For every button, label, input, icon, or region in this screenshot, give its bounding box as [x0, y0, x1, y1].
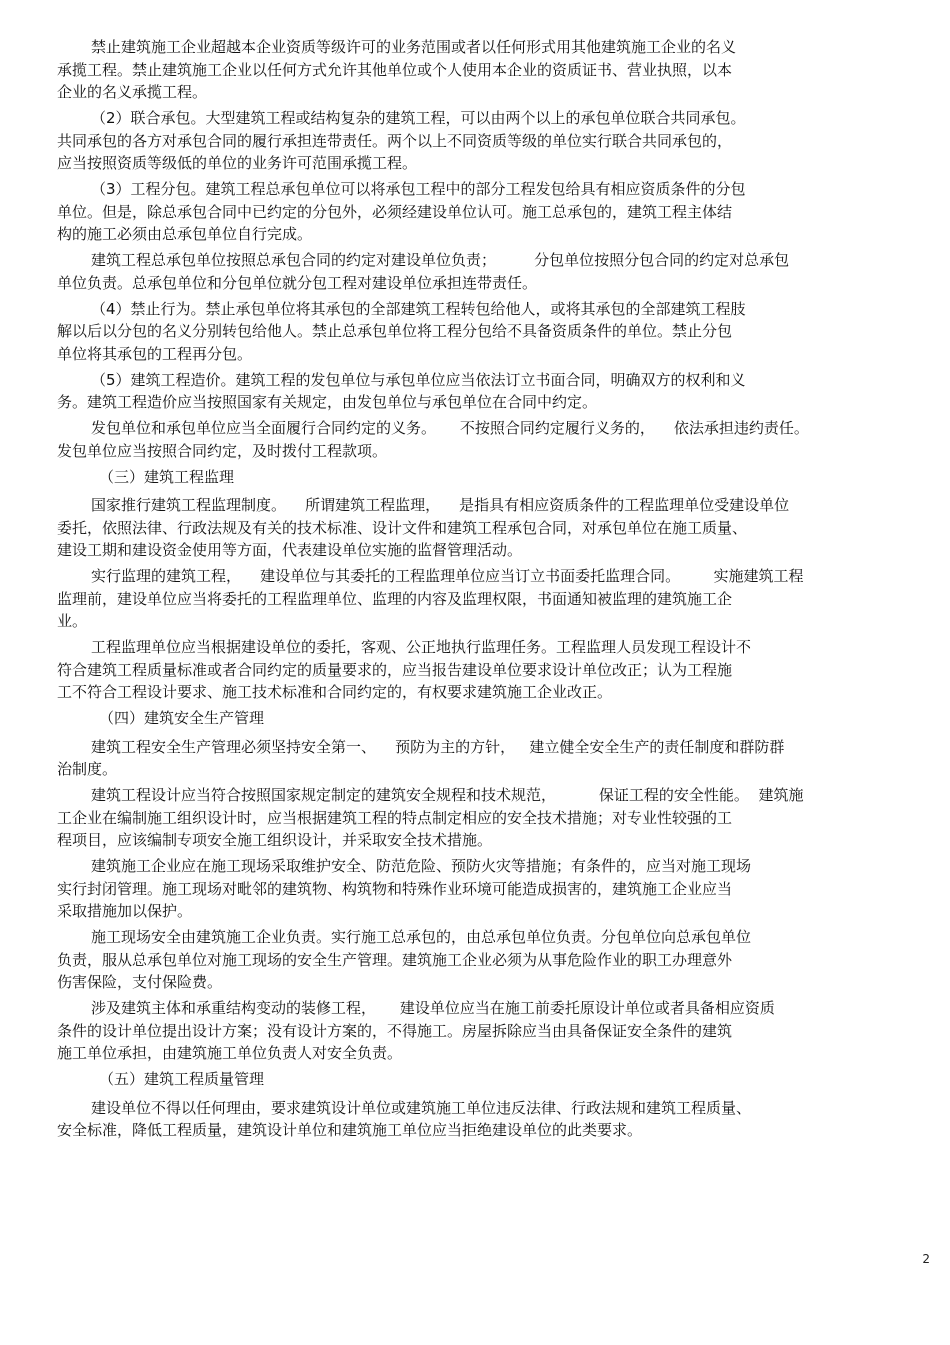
paragraph [57, 36, 917, 104]
paragraph [57, 926, 917, 994]
section-heading: （三）建筑工程监理 [99, 467, 235, 486]
text-line: （4）禁止行为。禁止承包单位将其承包的全部建筑工程转包给他人，或将其承包的全部建筑工程肢 [91, 299, 746, 318]
text-line: 建筑施工企业应在施工现场采取维护安全、防范危险、预防火灾等措施；有条件的，应当对施工现场 [91, 857, 752, 875]
text-line: 实行监理的建筑工程， 建设单位与其委托的工程监理单位应当订立书面委托监理合同。 实施建筑工程 [91, 567, 804, 585]
text-line: 负责，服从总承包单位对施工现场的安全生产管理。建筑施工企业必须为从事危险作业的职工办理意外 [57, 950, 733, 969]
text-line: 工不符合工程设计要求、施工技术标准和合同约定的，有权要求建筑施工企业改正。 [57, 683, 613, 701]
text-line: 安全标准，降低工程质量，建筑设计单位和建筑施工单位应当拒绝建设单位的此类要求。 [57, 1121, 643, 1139]
text-line: （3）工程分包。建筑工程总承包单位可以将承包工程中的部分工程发包给具有相应资质条件的分包 [91, 180, 746, 198]
text-line: 监理前，建设单位应当将委托的工程监理单位、监理的内容及监理权限，书面通知被监理的建筑施工企 [57, 589, 733, 608]
section-heading: （四）建筑安全生产管理 [99, 709, 265, 727]
text-line: 解以后以分包的名义分别转包给他人。禁止总承包单位将工程分包给不具备资质条件的单位。禁止分包 [57, 322, 733, 340]
text-line: 业。 [57, 612, 88, 630]
text-line: 发包单位和承包单位应当全面履行合同约定的义务。 不按照合同约定履行义务的， 依法承担违约责任。 [91, 419, 809, 437]
text-line: 委托，依照法律、行政法规及有关的技术标准、设计文件和建筑工程承包合同，对承包单位在施工质量、 [57, 518, 748, 537]
paragraph [57, 107, 917, 175]
text-line: 共同承包的各方对承包合同的履行承担连带责任。两个以上不同资质等级的单位实行联合共同承包的， [57, 131, 733, 150]
document-body [57, 36, 917, 1145]
text-line: 建设工期和建设资金使用等方面，代表建设单位实施的监督管理活动。 [57, 541, 523, 559]
paragraph [57, 417, 917, 462]
text-line: 施工单位承担，由建筑施工单位负责人对安全负责。 [57, 1044, 403, 1062]
text-line: 建设单位不得以任何理由，要求建筑设计单位或建筑施工单位违反法律、行政法规和建筑工程质量、 [91, 1098, 752, 1117]
paragraph [57, 249, 917, 294]
text-line: 务。建筑工程造价应当按照国家有关规定，由发包单位与承包单位在合同中约定。 [57, 393, 598, 411]
paragraph [57, 855, 917, 923]
paragraph [57, 494, 917, 562]
text-line: 治制度。 [57, 760, 118, 778]
text-line: 单位负责。总承包单位和分包单位就分包工程对建设单位承担连带责任。 [57, 273, 538, 292]
paragraph [57, 736, 917, 781]
text-line: 工企业在编制施工组织设计时，应当根据建筑工程的特点制定相应的安全技术措施；对专业性较强的工 [57, 808, 733, 827]
text-line: 承揽工程。禁止建筑施工企业以任何方式允许其他单位或个人使用本企业的资质证书、营业执照，以本 [57, 60, 733, 79]
text-line: 单位将其承包的工程再分包。 [57, 344, 253, 363]
text-line: 实行封闭管理。施工现场对毗邻的建筑物、构筑物和特殊作业环境可能造成损害的，建筑施工企业应当 [57, 879, 733, 898]
text-line: 单位。但是，除总承包合同中已约定的分包外，必须经建设单位认可。施工总承包的，建筑工程主体结 [57, 202, 733, 221]
text-line: 禁止建筑施工企业超越本企业资质等级许可的业务范围或者以任何形式用其他建筑施工企业的名义 [91, 38, 737, 56]
text-line: 条件的设计单位提出设计方案；没有设计方案的，不得施工。房屋拆除应当由具备保证安全条件的建筑 [57, 1021, 733, 1040]
text-line: 企业的名义承揽工程。 [57, 83, 208, 101]
text-line: 建筑工程设计应当符合按照国家规定制定的建筑安全规程和技术规范， 保证工程的安全性能。 建筑施 [91, 786, 804, 804]
text-line: 构的施工必须由总承包单位自行完成。 [57, 225, 313, 243]
paragraph [57, 298, 917, 366]
text-line: （5）建筑工程造价。建筑工程的发包单位与承包单位应当依法订立书面合同，明确双方的权利和义 [91, 370, 746, 389]
paragraph [57, 1097, 917, 1142]
section-heading: （五）建筑工程质量管理 [99, 1070, 265, 1088]
paragraph [57, 369, 917, 414]
text-line: 应当按照资质等级低的单位的业务许可范围承揽工程。 [57, 154, 418, 172]
page-number: 2 [922, 1252, 930, 1266]
text-line: 采取措施加以保护。 [57, 902, 193, 920]
text-line: 建筑工程总承包单位按照总承包合同的约定对建设单位负责； 分包单位按照分包合同的约定对总承包 [91, 251, 790, 269]
text-line: 建筑工程安全生产管理必须坚持安全第一、 预防为主的方针， 建立健全安全生产的责任制度和群防群 [91, 737, 785, 756]
text-line: 伤害保险，支付保险费。 [57, 973, 223, 991]
text-line: 涉及建筑主体和承重结构变动的装修工程， 建设单位应当在施工前委托原设计单位或者具备相应资质 [91, 999, 775, 1017]
text-line: 程项目，应该编制专项安全施工组织设计，并采取安全技术措施。 [57, 831, 493, 849]
text-line: 符合建筑工程质量标准或者合同约定的质量要求的，应当报告建设单位要求设计单位改正；认为工程施 [57, 660, 733, 679]
text-line: 施工现场安全由建筑施工企业负责。实行施工总承包的，由总承包单位负责。分包单位向总承包单位 [91, 928, 752, 946]
paragraph [57, 178, 917, 246]
text-line: （2）联合承包。大型建筑工程或结构复杂的建筑工程，可以由两个以上的承包单位联合共同承包。 [91, 109, 746, 127]
paragraph [57, 565, 917, 633]
text-line: 发包单位应当按照合同约定，及时拨付工程款项。 [57, 441, 388, 460]
paragraph [57, 784, 917, 852]
text-line: 工程监理单位应当根据建设单位的委托，客观、公正地执行监理任务。工程监理人员发现工程设计不 [91, 638, 752, 656]
paragraph [57, 997, 917, 1065]
paragraph [57, 636, 917, 704]
text-line: 国家推行建筑工程监理制度。 所谓建筑工程监理， 是指具有相应资质条件的工程监理单位受建设单位 [91, 496, 790, 514]
